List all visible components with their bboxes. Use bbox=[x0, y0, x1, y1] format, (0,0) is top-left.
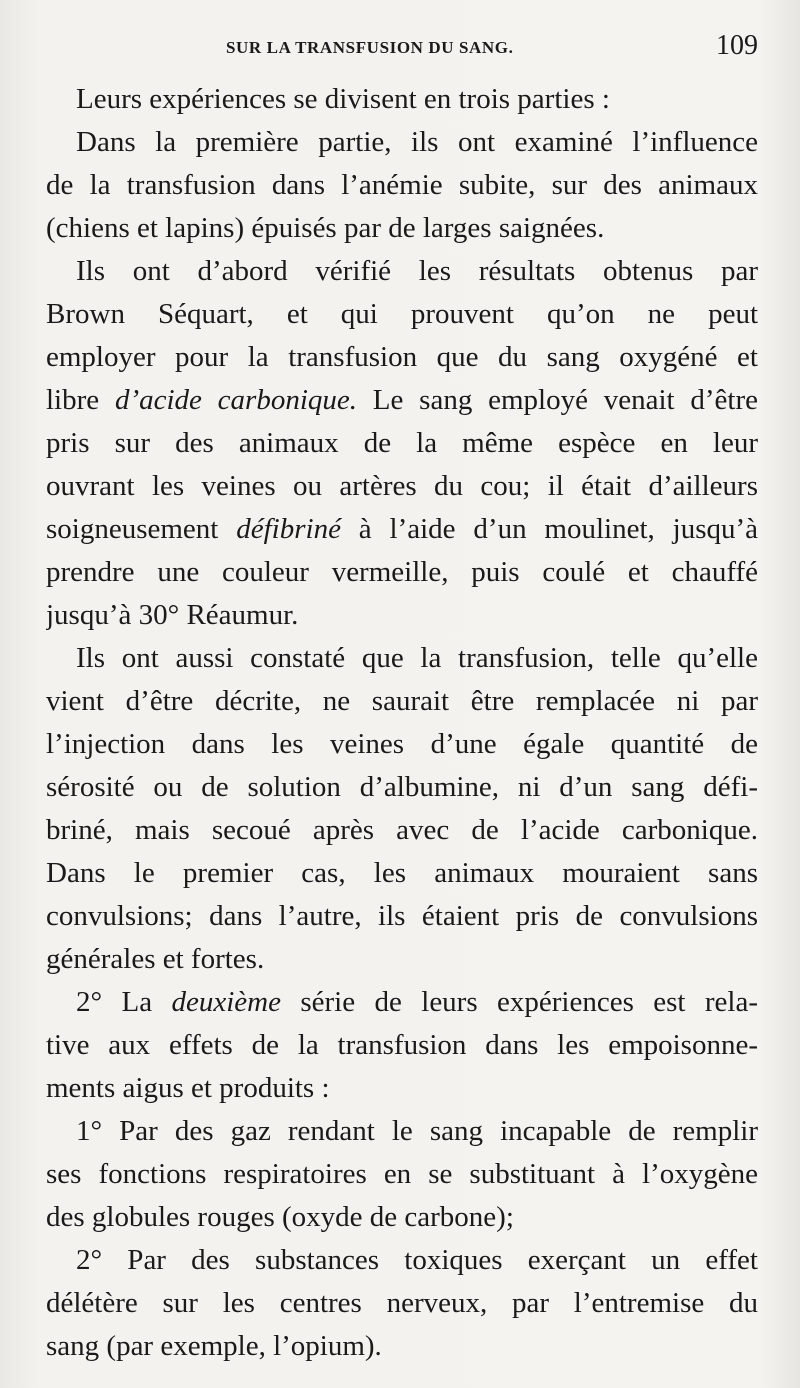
text-line: tive aux effets de la transfusion dans les empoisonne- bbox=[46, 1029, 758, 1061]
text-line: ses fonctions respiratoires en se substituant à l’oxygène bbox=[46, 1158, 758, 1190]
text-run: à l’aide d’un moulinet, jusqu’à bbox=[340, 513, 758, 545]
text-line bbox=[46, 508, 758, 551]
page-number: 109 bbox=[716, 30, 758, 61]
text-line: pris sur des animaux de la même espèce en leur bbox=[46, 427, 758, 459]
text-line: Ils ont aussi constaté que la transfusion, telle qu’elle bbox=[76, 642, 758, 674]
page-header bbox=[48, 30, 758, 70]
text-run: libre bbox=[46, 384, 115, 416]
text-line: ments aigus et produits : bbox=[46, 1072, 330, 1104]
text-line: 1° Par des gaz rendant le sang incapable de remplir bbox=[76, 1115, 758, 1147]
text-line: employer pour la transfusion que du sang oxygéné et bbox=[46, 341, 758, 373]
text-run: série de leurs expériences est rela- bbox=[280, 986, 758, 1018]
text-line: délétère sur les centres nerveux, par l’entremise du bbox=[46, 1287, 758, 1319]
italic-text: d’acide carbonique. bbox=[114, 384, 358, 416]
text-line: vient d’être décrite, ne saurait être remplacée ni par bbox=[46, 685, 758, 717]
text-line: Dans la première partie, ils ont examiné l’influence bbox=[76, 126, 758, 158]
italic-text: deuxième bbox=[171, 986, 281, 1018]
text-run: 2° La bbox=[76, 986, 172, 1018]
text-line: ouvrant les veines ou artères du cou; il était d’ailleurs bbox=[46, 470, 758, 502]
text-line: jusqu’à 30° Réaumur. bbox=[46, 599, 299, 631]
text-run: soigneusement bbox=[46, 513, 237, 545]
text-line: briné, mais secoué après avec de l’acide carbonique. bbox=[46, 814, 758, 846]
text-line bbox=[46, 981, 758, 1024]
text-line: l’injection dans les veines d’une égale quantité de bbox=[46, 728, 758, 760]
text-line: Brown Séquart, et qui prouvent qu’on ne peut bbox=[46, 298, 758, 330]
text-line: sérosité ou de solution d’albumine, ni d’un sang défi- bbox=[46, 771, 758, 803]
text-line: générales et fortes. bbox=[46, 943, 265, 975]
text-line: Leurs expériences se divisent en trois parties : bbox=[76, 83, 610, 115]
text-line: prendre une couleur vermeille, puis coulé et chauffé bbox=[46, 556, 758, 588]
text-run: Le sang employé venait d’être bbox=[357, 384, 758, 416]
text-line: Ils ont d’abord vérifié les résultats obtenus par bbox=[76, 255, 758, 287]
text-line: convulsions; dans l’autre, ils étaient pris de convulsions bbox=[46, 900, 758, 932]
body-text bbox=[46, 78, 758, 1368]
text-line: des globules rouges (oxyde de carbone); bbox=[46, 1201, 514, 1233]
text-line: de la transfusion dans l’anémie subite, sur des animaux bbox=[46, 169, 758, 201]
text-line: 2° Par des substances toxiques exerçant un effet bbox=[76, 1244, 758, 1276]
italic-text: défibriné bbox=[236, 513, 341, 545]
text-line: (chiens et lapins) épuisés par de larges saignées. bbox=[46, 212, 605, 244]
text-line: sang (par exemple, l’opium). bbox=[46, 1330, 382, 1362]
text-line: Dans le premier cas, les animaux mouraient sans bbox=[46, 857, 758, 889]
running-title: SUR LA TRANSFUSION DU SANG. bbox=[226, 38, 514, 57]
text-line bbox=[46, 379, 758, 422]
